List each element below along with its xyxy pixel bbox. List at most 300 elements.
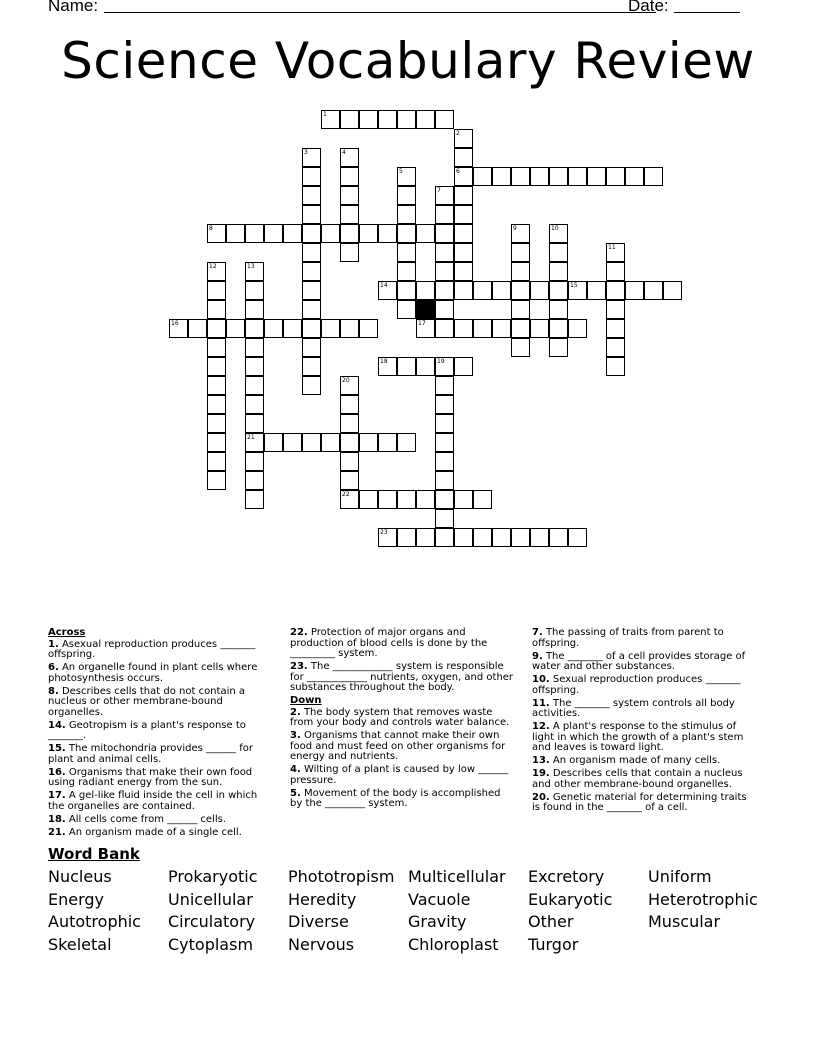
crossword-cell[interactable] (549, 243, 568, 262)
clue-item-number: 13. (532, 755, 550, 766)
word-bank-word: Circulatory (168, 912, 256, 932)
clue-item-text: The _______ system controls all body activities. (532, 697, 735, 719)
crossword-cell[interactable] (416, 319, 435, 338)
clue-item-number: 3. (290, 730, 301, 741)
crossword-cell[interactable] (226, 224, 245, 243)
clue-item-text: Wilting of a plant is caused by low ______ pressure. (290, 764, 509, 786)
clue-item (532, 793, 757, 814)
crossword-cell[interactable] (207, 471, 226, 490)
crossword-cell[interactable] (321, 224, 340, 243)
crossword-cell[interactable] (302, 148, 321, 167)
clue-number: 5 (399, 168, 403, 175)
clue-number: 7 (437, 187, 441, 194)
page-title: Science Vocabulary Review (61, 32, 755, 90)
crossword-cell[interactable] (454, 262, 473, 281)
clue-item-text: A plant's response to the stimulus of light in which the growth of a plant's stem and leaves is toward light. (532, 721, 744, 753)
crossword-cell[interactable] (473, 528, 492, 547)
clue-item (532, 722, 757, 754)
crossword-cell[interactable] (340, 452, 359, 471)
clue-item-number: 15. (48, 743, 66, 754)
crossword-cell[interactable] (302, 243, 321, 262)
clue-item-number: 1. (48, 638, 59, 650)
crossword-cell[interactable] (397, 300, 416, 319)
crossword-cell[interactable] (530, 167, 549, 186)
crossword-cell[interactable] (511, 243, 530, 262)
clue-item (48, 663, 273, 684)
crossword-cell[interactable] (264, 224, 283, 243)
crossword-cell[interactable] (473, 319, 492, 338)
clue-number: 14 (380, 282, 388, 289)
crossword-cell[interactable] (606, 262, 625, 281)
clue-item (290, 789, 515, 810)
clue-number: 10 (551, 225, 559, 232)
crossword-cell[interactable] (321, 110, 340, 129)
crossword-cell[interactable] (283, 433, 302, 452)
clue-section-heading: Down (290, 695, 322, 706)
clue-item-number: 19. (532, 768, 550, 779)
crossword-cell[interactable] (435, 224, 454, 243)
name-label: Name: (48, 0, 99, 15)
clue-item-number: 2. (290, 706, 301, 718)
crossword-cell[interactable] (606, 319, 625, 338)
word-bank-word: Multicellular (408, 867, 506, 886)
clue-item (532, 769, 757, 790)
crossword-cell[interactable] (302, 262, 321, 281)
crossword-cell[interactable] (549, 300, 568, 319)
crossword-cell[interactable] (587, 281, 606, 300)
clue-item (532, 756, 757, 767)
crossword-cell[interactable] (454, 528, 473, 547)
crossword-cell[interactable] (568, 281, 587, 300)
crossword-cell[interactable] (264, 319, 283, 338)
crossword-cell[interactable] (549, 262, 568, 281)
clue-item (48, 791, 273, 812)
crossword-cell[interactable] (454, 186, 473, 205)
clue-number: 12 (209, 263, 217, 270)
clue-number: 8 (209, 225, 213, 232)
crossword-cell[interactable] (245, 281, 264, 300)
clue-item (532, 652, 757, 673)
crossword-cell[interactable] (340, 224, 359, 243)
clue-item-text: Asexual reproduction produces _______ offspring. (48, 638, 256, 660)
crossword-cell[interactable] (207, 338, 226, 357)
crossword-cell[interactable] (625, 281, 644, 300)
crossword-cell[interactable] (397, 224, 416, 243)
crossword-cell[interactable] (530, 281, 549, 300)
word-bank-word: Skeletal (48, 935, 112, 955)
crossword-cell[interactable] (473, 490, 492, 509)
crossword-cell[interactable] (549, 167, 568, 186)
crossword-cell[interactable] (416, 490, 435, 509)
crossword-cell[interactable] (435, 262, 454, 281)
crossword-cell[interactable] (245, 319, 264, 338)
crossword-cell[interactable] (340, 395, 359, 414)
clue-item-number: 12. (532, 721, 550, 732)
crossword-cell[interactable] (207, 281, 226, 300)
crossword-cell[interactable] (397, 262, 416, 281)
crossword-cell[interactable] (340, 471, 359, 490)
crossword-cell[interactable] (264, 433, 283, 452)
crossword-cell[interactable] (435, 452, 454, 471)
crossword-cell[interactable] (302, 205, 321, 224)
clue-number: 18 (380, 358, 388, 365)
crossword-cell[interactable] (644, 281, 663, 300)
crossword-cell[interactable] (397, 186, 416, 205)
crossword-cell[interactable] (245, 452, 264, 471)
crossword-cell[interactable] (568, 319, 587, 338)
word-bank (48, 866, 768, 957)
crossword-cell[interactable] (663, 281, 682, 300)
crossword-cell[interactable] (397, 528, 416, 547)
crossword-cell[interactable] (302, 433, 321, 452)
crossword-cell[interactable] (397, 110, 416, 129)
clue-item (532, 699, 757, 720)
crossword-cell[interactable] (340, 414, 359, 433)
crossword-cell[interactable] (511, 262, 530, 281)
crossword-cell[interactable] (302, 186, 321, 205)
word-bank-word: Energy (48, 889, 105, 909)
crossword-cell[interactable] (340, 319, 359, 338)
crossword-cell[interactable] (207, 300, 226, 319)
crossword-cell[interactable] (207, 433, 226, 452)
crossword-cell[interactable] (283, 224, 302, 243)
clue-item-text: Genetic material for determining traits is found in the _______ of a cell. (532, 791, 747, 813)
clue-number: 16 (171, 320, 179, 327)
clue-number: 9 (513, 225, 517, 232)
crossword-cell[interactable] (397, 167, 416, 186)
clue-section-heading: Across (48, 627, 86, 638)
crossword-cell[interactable] (378, 110, 397, 129)
clue-item-text: The _______ of a cell provides storage of water and other substances. (532, 650, 746, 672)
crossword-cell[interactable] (416, 357, 435, 376)
clue-item (290, 662, 515, 694)
crossword-cell[interactable] (245, 414, 264, 433)
crossword-cell[interactable] (435, 509, 454, 528)
crossword-cell[interactable] (606, 281, 625, 300)
crossword-cell[interactable] (416, 110, 435, 129)
clue-item-text: An organism made of many cells. (549, 755, 721, 766)
crossword-cell[interactable] (587, 167, 606, 186)
word-bank-word: Prokaryotic (168, 867, 258, 886)
crossword-cell[interactable] (359, 490, 378, 509)
clue-item-text: Geotropism is a plant's response to _______. (48, 719, 246, 741)
crossword-cell[interactable] (302, 319, 321, 338)
crossword-cell[interactable] (511, 224, 530, 243)
crossword-cell[interactable] (606, 167, 625, 186)
clue-item-number: 11. (532, 697, 550, 709)
clue-item-number: 16. (48, 766, 66, 778)
crossword-cell[interactable] (435, 471, 454, 490)
crossword-cell[interactable] (283, 319, 302, 338)
crossword-cell[interactable] (549, 281, 568, 300)
crossword-cell[interactable] (302, 300, 321, 319)
crossword-cell[interactable] (169, 319, 188, 338)
word-bank-word: Heterotrophic (648, 889, 758, 909)
crossword-cell[interactable] (378, 528, 397, 547)
word-bank-word: Vacuole (408, 889, 471, 909)
crossword-cell[interactable] (378, 281, 397, 300)
crossword-cell[interactable] (302, 338, 321, 357)
crossword-cell[interactable] (435, 243, 454, 262)
clue-item-text: Describes cells that contain a nucleus and other membrane-bound organelles. (532, 768, 743, 790)
clue-number: 1 (323, 111, 327, 118)
crossword-cell[interactable] (207, 357, 226, 376)
crossword-cell[interactable] (454, 319, 473, 338)
crossword-cell[interactable] (378, 357, 397, 376)
crossword-cell[interactable] (340, 243, 359, 262)
word-bank-word: Gravity (408, 912, 467, 932)
word-bank-word: Nervous (288, 935, 355, 955)
clue-number: 2 (456, 130, 460, 137)
clue-item-text: Sexual reproduction produces _______ offspring. (532, 674, 741, 696)
crossword-cell[interactable] (245, 262, 264, 281)
crossword-cell[interactable] (606, 243, 625, 262)
clue-item (290, 731, 515, 763)
crossword-cell[interactable] (568, 167, 587, 186)
crossword-cell[interactable] (245, 224, 264, 243)
crossword-cell[interactable] (492, 167, 511, 186)
crossword-cell[interactable] (435, 490, 454, 509)
date-label: Date: (628, 0, 669, 15)
clue-item-text: The mitochondria provides ______ for plant and animal cells. (48, 743, 253, 765)
word-bank-word: Eukaryotic (528, 889, 613, 909)
clue-item-number: 4. (290, 764, 301, 775)
crossword-cell[interactable] (359, 319, 378, 338)
clues-column-2 (290, 628, 515, 812)
word-bank-word: Other (528, 912, 574, 932)
clue-item-number: 22. (290, 627, 308, 638)
clue-item-number: 18. (48, 813, 66, 825)
clue-item (532, 675, 757, 696)
crossword-cell[interactable] (492, 281, 511, 300)
crossword-cell[interactable] (435, 300, 454, 319)
crossword-cell[interactable] (454, 490, 473, 509)
crossword-cell[interactable] (454, 205, 473, 224)
clue-item-number: 20. (532, 791, 550, 803)
crossword-cell[interactable] (245, 395, 264, 414)
crossword-cell[interactable] (606, 338, 625, 357)
crossword-cell[interactable] (397, 433, 416, 452)
crossword-cell[interactable] (340, 167, 359, 186)
crossword-cell[interactable] (416, 528, 435, 547)
word-bank-word: Autotrophic (48, 912, 141, 932)
crossword-cell[interactable] (321, 433, 340, 452)
crossword-cell[interactable] (435, 376, 454, 395)
word-bank-word: Cytoplasm (168, 935, 254, 955)
word-bank-word: Uniform (648, 867, 712, 886)
crossword-cell[interactable] (473, 167, 492, 186)
clue-item-number: 8. (48, 685, 59, 697)
clue-item-number: 10. (532, 674, 550, 685)
clue-number: 23 (380, 529, 388, 536)
crossword-cell[interactable] (207, 224, 226, 243)
crossword-cell[interactable] (511, 528, 530, 547)
clues-column-3 (532, 628, 757, 816)
word-bank-word: Unicellular (168, 889, 253, 909)
crossword-cell[interactable] (606, 300, 625, 319)
crossword-cell[interactable] (454, 281, 473, 300)
clue-item (290, 708, 515, 729)
clue-number: 21 (247, 434, 255, 441)
clue-item-text: Organisms that cannot make their own food and must feed on other organisms for energy and nutrients. (290, 730, 506, 762)
crossword-cell[interactable] (549, 528, 568, 547)
crossword-cell[interactable] (454, 243, 473, 262)
crossword-cell[interactable] (549, 224, 568, 243)
crossword-cell[interactable] (435, 414, 454, 433)
crossword-cell[interactable] (511, 338, 530, 357)
clue-item-text: All cells come from ______ cells. (65, 813, 226, 825)
clue-item (48, 815, 273, 826)
clue-number: 22 (342, 491, 350, 498)
clue-number: 19 (437, 358, 445, 365)
crossword-cell[interactable] (245, 300, 264, 319)
crossword-cell[interactable] (359, 433, 378, 452)
crossword-cell[interactable] (454, 129, 473, 148)
crossword-cell[interactable] (245, 338, 264, 357)
crossword-cell[interactable] (397, 490, 416, 509)
clue-item-text: The passing of traits from parent to offspring. (532, 627, 724, 649)
clue-number: 20 (342, 377, 350, 384)
crossword-cell[interactable] (435, 110, 454, 129)
crossword-cell[interactable] (245, 490, 264, 509)
crossword-cell[interactable] (435, 281, 454, 300)
crossword-cell[interactable] (473, 281, 492, 300)
crossword-cell[interactable] (207, 395, 226, 414)
crossword-cell[interactable] (340, 205, 359, 224)
crossword-cell[interactable] (530, 319, 549, 338)
crossword-cell[interactable] (302, 167, 321, 186)
clue-item-text: Protection of major organs and production of blood cells is done by the _________ system. (290, 627, 488, 659)
crossword-cell[interactable] (188, 319, 207, 338)
clue-number: 6 (456, 168, 460, 175)
crossword-cell[interactable] (245, 433, 264, 452)
crossword-cell[interactable] (321, 319, 340, 338)
crossword-cell[interactable] (359, 224, 378, 243)
clue-number: 13 (247, 263, 255, 270)
crossword-cell[interactable] (245, 471, 264, 490)
crossword-cell[interactable] (606, 357, 625, 376)
clue-number: 15 (570, 282, 578, 289)
crossword-cell[interactable] (397, 205, 416, 224)
crossword-cell[interactable] (435, 528, 454, 547)
crossword-cell[interactable] (226, 319, 245, 338)
crossword-cell[interactable] (435, 186, 454, 205)
crossword-cell[interactable] (644, 167, 663, 186)
crossword-cell[interactable] (511, 281, 530, 300)
crossword-cell[interactable] (435, 357, 454, 376)
crossword-cell[interactable] (302, 224, 321, 243)
clue-number: 17 (418, 320, 426, 327)
clues-column-1 (48, 628, 273, 841)
crossword-cell[interactable] (397, 357, 416, 376)
clue-item (290, 628, 515, 660)
crossword-cell[interactable] (340, 148, 359, 167)
crossword-cell[interactable] (511, 300, 530, 319)
crossword-cell[interactable] (359, 110, 378, 129)
clue-item-text: Organisms that make their own food using radiant energy from the sun. (48, 766, 253, 788)
clue-item (48, 828, 273, 839)
word-bank-word: Nucleus (48, 867, 112, 886)
crossword-cell[interactable] (568, 528, 587, 547)
crossword-cell[interactable] (454, 167, 473, 186)
word-bank-word: Heredity (288, 889, 357, 909)
crossword-cell[interactable] (207, 452, 226, 471)
clue-item-text: An organism made of a single cell. (65, 826, 242, 838)
crossword-cell[interactable] (435, 433, 454, 452)
crossword-cell[interactable] (245, 376, 264, 395)
crossword-cell[interactable] (416, 281, 435, 300)
word-bank-word: Muscular (648, 912, 721, 932)
crossword-cell[interactable] (511, 167, 530, 186)
crossword-cell[interactable] (340, 110, 359, 129)
clue-item (48, 640, 273, 661)
crossword-cell[interactable] (416, 224, 435, 243)
word-bank-word: Diverse (288, 912, 349, 932)
crossword-cell[interactable] (340, 433, 359, 452)
crossword-cell[interactable] (454, 148, 473, 167)
clue-item (48, 744, 273, 765)
crossword-cell[interactable] (397, 243, 416, 262)
clue-item (48, 721, 273, 742)
clue-item-number: 17. (48, 790, 66, 801)
crossword-cell[interactable] (302, 281, 321, 300)
word-bank-word: Phototropism (288, 867, 395, 886)
crossword-cell[interactable] (302, 376, 321, 395)
crossword-cell[interactable] (378, 433, 397, 452)
clue-item (532, 628, 757, 649)
clue-number: 11 (608, 244, 616, 251)
clue-item-text: The ____________ system is responsible for ____________ nutrients, oxygen, and other substances throughout the body. (290, 661, 514, 693)
clue-item-number: 9. (532, 650, 543, 662)
crossword-cell[interactable] (511, 319, 530, 338)
word-bank-word: Turgor (528, 935, 579, 955)
crossword-cell[interactable] (378, 224, 397, 243)
crossword-cell[interactable] (492, 319, 511, 338)
crossword-cell[interactable] (340, 490, 359, 509)
crossword-cell[interactable] (435, 205, 454, 224)
crossword-cell[interactable] (207, 319, 226, 338)
clue-item-text: A gel-like fluid inside the cell in which the organelles are contained. (48, 790, 258, 812)
crossword-cell[interactable] (397, 281, 416, 300)
word-bank-word: Chloroplast (408, 935, 499, 955)
clue-item-text: The body system that removes waste from your body and controls water balance. (290, 706, 510, 728)
clue-item (290, 765, 515, 786)
crossword-cell[interactable] (207, 414, 226, 433)
crossword-cell[interactable] (492, 528, 511, 547)
crossword-cell[interactable] (378, 490, 397, 509)
crossword-cell[interactable] (245, 357, 264, 376)
crossword-cell[interactable] (625, 167, 644, 186)
clue-item-text: An organelle found in plant cells where photosynthesis occurs. (48, 662, 258, 684)
crossword-black-cell (416, 300, 435, 319)
crossword-cell[interactable] (207, 376, 226, 395)
crossword-cell[interactable] (207, 262, 226, 281)
crossword-cell[interactable] (302, 357, 321, 376)
clue-item-number: 23. (290, 661, 308, 672)
crossword-cell[interactable] (435, 319, 454, 338)
clue-number: 3 (304, 149, 308, 156)
crossword-cell[interactable] (530, 528, 549, 547)
crossword-cell[interactable] (340, 376, 359, 395)
crossword-cell[interactable] (340, 186, 359, 205)
crossword-cell[interactable] (549, 319, 568, 338)
crossword-cell[interactable] (435, 395, 454, 414)
crossword-cell[interactable] (454, 357, 473, 376)
crossword-cell[interactable] (454, 224, 473, 243)
clue-item (48, 687, 273, 719)
crossword-cell[interactable] (549, 338, 568, 357)
clue-item-number: 7. (532, 627, 543, 638)
